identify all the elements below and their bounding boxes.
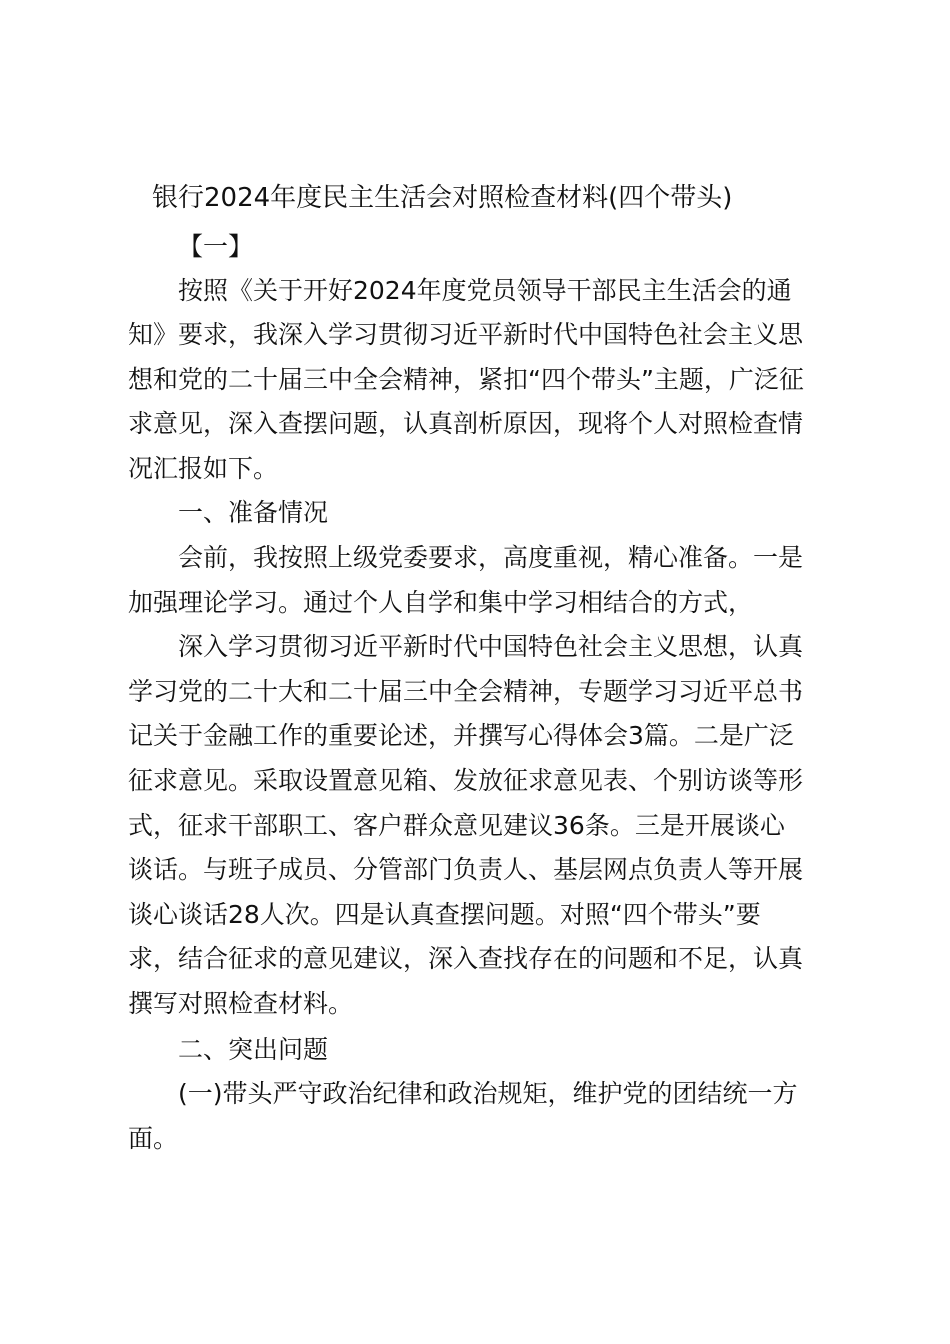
paragraph-line: 征求意见。采取设置意见箱、发放征求意见表、个别访谈等形 <box>128 766 804 795</box>
subsection-heading: (一)带头严守政治纪律和政治规矩，维护党的团结统一方 <box>178 1079 798 1108</box>
document-title: 银行2024年度民主生活会对照检查材料(四个带头) <box>152 183 733 213</box>
paragraph-line: 想和党的二十届三中全会精神，紧扣“四个带头”主题，广泛征 <box>128 365 804 394</box>
paragraph-line: 求，结合征求的意见建议，深入查找存在的问题和不足，认真 <box>128 944 804 973</box>
paragraph-line: 记关于金融工作的重要论述，并撰写心得体会3篇。二是广泛 <box>128 721 794 750</box>
section-marker: 【一】 <box>178 232 254 261</box>
paragraph-line: 学习党的二十大和二十届三中全会精神，专题学习习近平总书 <box>128 677 804 706</box>
paragraph-line: 撰写对照检查材料。 <box>128 989 354 1018</box>
paragraph-line: 知》要求，我深入学习贯彻习近平新时代中国特色社会主义思 <box>128 320 804 349</box>
paragraph-line: 按照《关于开好2024年度党员领导干部民主生活会的通 <box>178 276 792 305</box>
paragraph-line: 深入学习贯彻习近平新时代中国特色社会主义思想，认真 <box>178 632 804 661</box>
paragraph-line: 求意见，深入查摆问题，认真剖析原因，现将个人对照检查情 <box>128 409 804 438</box>
paragraph-line: 面。 <box>128 1124 179 1153</box>
paragraph-line: 加强理论学习。通过个人自学和集中学习相结合的方式， <box>128 588 754 617</box>
paragraph-line: 式，征求干部职工、客户群众意见建议36条。三是开展谈心 <box>128 811 785 840</box>
section-heading: 一、准备情况 <box>178 498 329 527</box>
paragraph-line: 况汇报如下。 <box>128 454 279 483</box>
paragraph-line: 会前，我按照上级党委要求，高度重视，精心准备。一是 <box>178 543 804 572</box>
paragraph-line: 谈心谈话28人次。四是认真查摆问题。对照“四个带头”要 <box>128 900 761 929</box>
section-heading: 二、突出问题 <box>178 1035 329 1064</box>
paragraph-line: 谈话。与班子成员、分管部门负责人、基层网点负责人等开展 <box>128 855 804 884</box>
